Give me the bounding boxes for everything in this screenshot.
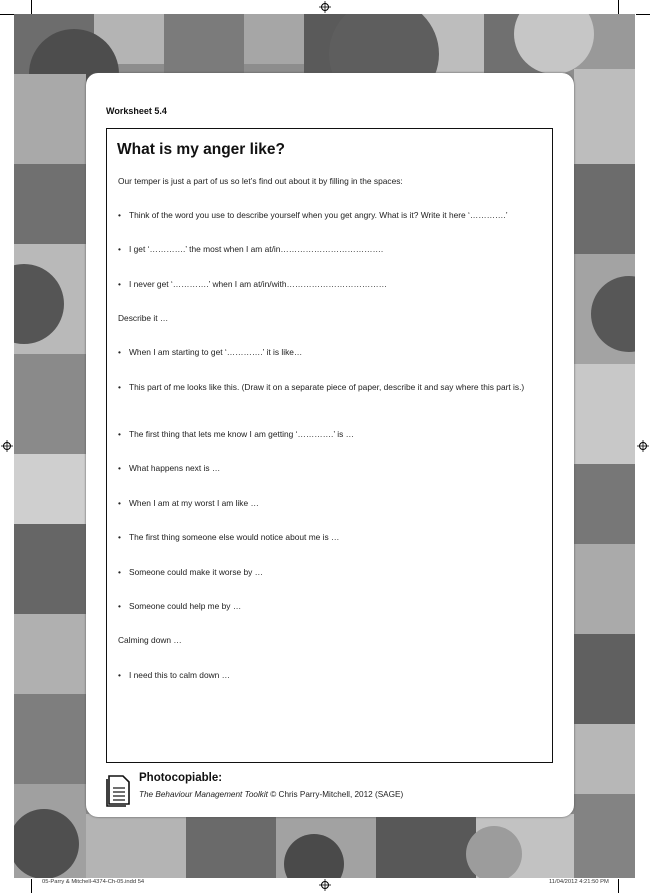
list-item: • Someone could help me by … <box>129 600 539 613</box>
crop-mark <box>618 0 619 14</box>
section-heading-calming: Calming down … <box>118 635 182 645</box>
crop-mark <box>618 879 619 893</box>
list-item: • Someone could make it worse by … <box>129 566 539 579</box>
crop-mark <box>31 0 32 14</box>
section-heading-describe: Describe it … <box>118 313 169 323</box>
slug-date: 11/04/2012 4:21:50 PM <box>549 879 609 885</box>
crop-mark <box>31 879 32 893</box>
list-item: • I never get ‘………….’ when I am at/in/with……………………………… <box>129 278 539 291</box>
photocopiable-heading: Photocopiable: <box>139 772 223 784</box>
list-item: • What happens next is … <box>129 462 539 475</box>
list-item: • When I am at my worst I am like … <box>129 497 539 510</box>
registration-mark-icon <box>1 440 13 452</box>
page-title: What is my anger like? <box>117 141 285 158</box>
registration-mark-icon <box>637 440 649 452</box>
worksheet-label: Worksheet 5.4 <box>106 106 167 116</box>
document-icon <box>106 773 132 807</box>
list-item: • The first thing someone else would notice about me is … <box>129 531 539 544</box>
list-item: • When I am starting to get ‘………….’ it is like… <box>129 346 539 359</box>
copyright-citation <box>139 790 403 799</box>
list-item: • I get ‘………….’ the most when I am at/in………………………………. <box>129 243 539 256</box>
registration-mark-icon <box>319 1 331 13</box>
slug-file: 05-Parry & Mitchell-4374-Ch-05.indd 54 <box>42 879 145 885</box>
book-title: The Behaviour Management Toolkit <box>139 790 268 799</box>
list-item: • Think of the word you use to describe yourself when you get angry. What is it? Write it here ‘………….’ <box>129 209 539 222</box>
crop-mark <box>636 14 650 15</box>
list-item: • The first thing that lets me know I am getting ‘………….’ is … <box>129 428 539 441</box>
intro-text: Our temper is just a part of us so let’s find out about it by filling in the spaces: <box>118 176 403 186</box>
list-item: • I need this to calm down … <box>129 669 539 682</box>
crop-mark <box>0 14 14 15</box>
citation-text: © Chris Parry-Mitchell, 2012 (SAGE) <box>267 790 404 799</box>
worksheet-frame <box>106 128 553 763</box>
list-item: • This part of me looks like this. (Draw it on a separate piece of paper, describe it and say where this part is.) <box>129 381 539 394</box>
registration-mark-icon <box>319 879 331 891</box>
